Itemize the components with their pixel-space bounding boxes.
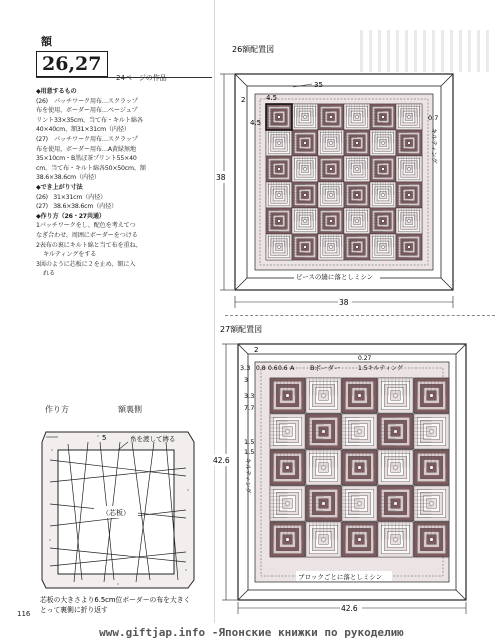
diagram-26 <box>210 40 503 310</box>
finished-size-27 <box>36 202 216 212</box>
patchwork-block <box>342 486 377 521</box>
patchwork-block <box>342 378 377 413</box>
caption-line-1: 芯板の大きさより6.5cm位ボーダーの布を大きく <box>40 596 191 604</box>
patchwork-block <box>270 378 305 413</box>
patchwork-block <box>266 104 292 130</box>
method-step: キルティングをする <box>43 251 97 259</box>
patchwork-block <box>370 104 396 130</box>
method-heading: ◆作り方（26・27共通） <box>36 212 105 220</box>
patchwork-block <box>370 182 396 208</box>
page-number: 116 <box>17 610 31 618</box>
patchwork-block <box>344 208 370 234</box>
patchwork-block <box>306 414 341 449</box>
dim-5: 5 <box>102 434 107 442</box>
dim-0-6-b: 0.6 <box>278 365 288 372</box>
dim-2: 2 <box>254 346 259 354</box>
patchwork-block <box>342 450 377 485</box>
patchwork-block <box>344 156 370 182</box>
patchwork-block <box>414 378 449 413</box>
method-step: 2表布の裏にキルト綿と当て布を重ね、 <box>36 241 142 249</box>
finished-size-26 <box>36 193 216 203</box>
diagram-27 <box>210 318 503 618</box>
patchwork-block <box>342 414 377 449</box>
materials-line: cm、当て布・キルト綿各50×50cm、額 <box>36 164 146 172</box>
dim-3-3: 3.3 <box>240 364 251 372</box>
model-number-box <box>36 51 108 77</box>
patchwork-block <box>292 104 318 130</box>
patchwork-block <box>414 450 449 485</box>
materials-item-27 <box>36 135 216 183</box>
dim-4-5-side: 4.5 <box>250 119 262 127</box>
dim-3: 3 <box>244 376 249 384</box>
patchwork-block <box>292 156 318 182</box>
section-divider <box>225 315 495 316</box>
board-label: （芯板） <box>102 509 130 517</box>
quilting-1-5-label: 1.5キルティング <box>358 365 403 372</box>
caption-line-2: とって裏側に折り返す <box>40 606 108 614</box>
dim-42-6-vertical: 42.6 <box>213 456 230 465</box>
finished-size-heading: ◆でき上がり寸法 <box>36 183 83 191</box>
materials-item-26 <box>36 97 216 135</box>
materials-item-no: (27) <box>36 135 48 143</box>
patchwork-block <box>318 104 344 130</box>
dim-1-5-b: 1.5 <box>244 448 255 456</box>
finished-size-text: 38.6×38.6cm（内径） <box>53 203 118 211</box>
patchwork-block <box>318 182 344 208</box>
patchwork-block <box>378 378 413 413</box>
materials-item-no: (26) <box>36 97 48 105</box>
diagram-27-title: 27額配置図 <box>220 325 263 334</box>
model-numbers: 26,27 <box>42 53 102 75</box>
dim-0-7: 0.7 <box>428 114 439 122</box>
method-step: れる <box>43 270 55 278</box>
dim-38-vertical: 38 <box>216 173 226 182</box>
patchwork-block <box>266 156 292 182</box>
title-label: 額 <box>41 35 52 48</box>
block-grid-26 <box>266 104 422 260</box>
materials-line: 40×40cm、額31×31cm（内径） <box>36 126 130 134</box>
patchwork-block <box>414 486 449 521</box>
patchwork-block <box>270 450 305 485</box>
patchwork-block <box>270 486 305 521</box>
patchwork-block <box>292 208 318 234</box>
dim-3-3-b: 3.3 <box>244 392 255 400</box>
site-footer: www.giftjap.info -Японские книжки по рукоделию <box>99 626 404 639</box>
patchwork-block <box>414 414 449 449</box>
patchwork-block <box>378 450 413 485</box>
patchwork-block <box>396 156 422 182</box>
dim-7-7: 7.7 <box>244 404 255 412</box>
dim-4-5-top: 4.5 <box>266 94 278 102</box>
patchwork-block <box>318 208 344 234</box>
method-step: 1パッチワークをし、配色を考えてつ <box>36 222 136 230</box>
patchwork-block <box>342 522 377 557</box>
method-step: 3図のように芯板に２を止め、額に入 <box>36 260 136 268</box>
patchwork-block <box>318 156 344 182</box>
dim-1-5: 1.5 <box>244 438 255 446</box>
patchwork-block <box>318 130 344 156</box>
block-note: ブロックごとに落としミシン <box>298 573 383 581</box>
materials-line: 布を使用、ボーダー用布…A黄緑無地 <box>36 145 136 153</box>
border-a-label: A <box>290 364 295 372</box>
patchwork-block <box>370 156 396 182</box>
method-step: なぎ合わせ、周囲にボーダーをつける <box>36 231 138 239</box>
materials-line: パッチワーク用布…スクラップ <box>54 97 138 105</box>
patchwork-block <box>306 450 341 485</box>
finished-size-no: (27) <box>36 203 48 211</box>
method-diagram-title: 作り方 <box>45 405 69 414</box>
patchwork-block <box>270 522 305 557</box>
patchwork-block <box>292 234 318 260</box>
patchwork-block <box>370 130 396 156</box>
materials-line: 35×10cm・B黒ぼ茶プリント55×40 <box>36 155 137 163</box>
patchwork-block <box>344 182 370 208</box>
patchwork-block <box>378 486 413 521</box>
dim-0-8: 0.8 <box>256 365 266 372</box>
border-b-label: Bボーダー <box>310 364 341 372</box>
dim-35: 35 <box>314 81 323 89</box>
patchwork-block <box>306 486 341 521</box>
patchwork-block <box>378 414 413 449</box>
dim-2: 2 <box>241 96 246 104</box>
dim-0-6-a: 0.6 <box>268 365 278 372</box>
finished-size-no: (26) <box>36 193 48 201</box>
materials-heading: ◆用意するもの <box>36 88 77 95</box>
patchwork-block <box>344 234 370 260</box>
quilting-label: キルティング <box>430 128 437 164</box>
patchwork-block <box>370 234 396 260</box>
patchwork-block <box>266 130 292 156</box>
patchwork-block <box>396 104 422 130</box>
seam-note: ピースの縫に落としミシン <box>296 273 374 281</box>
patchwork-block <box>378 522 413 557</box>
patchwork-block <box>396 208 422 234</box>
method-diagram-side-label: 額裏側 <box>118 405 142 414</box>
patchwork-block <box>292 182 318 208</box>
patchwork-block <box>292 130 318 156</box>
patchwork-block <box>396 130 422 156</box>
method-diagram <box>38 420 198 615</box>
patchwork-block <box>396 234 422 260</box>
patchwork-block <box>370 208 396 234</box>
materials-line: パッチワーク用布…スクラップ <box>54 135 138 143</box>
materials-line: リント33×35cm、当て布・キルト綿各 <box>36 116 143 124</box>
dim-0-27: 0.27 <box>358 355 372 362</box>
block-grid-27 <box>270 378 449 557</box>
patchwork-block <box>396 182 422 208</box>
patchwork-block <box>306 378 341 413</box>
finished-size-text: 31×31cm（内径） <box>53 193 107 201</box>
patchwork-block <box>266 234 292 260</box>
materials-line: 布を使用、ボーダー用布…ベージュプ <box>36 107 138 115</box>
dim-38-horizontal: 38 <box>339 298 349 307</box>
thread-label: 糸を渡して縛る <box>130 435 176 443</box>
patchwork-block <box>306 522 341 557</box>
left-column <box>0 0 215 640</box>
patchwork-block <box>414 522 449 557</box>
patchwork-block <box>344 104 370 130</box>
dim-42-6-horizontal: 42.6 <box>341 604 358 613</box>
materials-line: 38.6×38.6cm（内径） <box>36 174 100 182</box>
patchwork-block <box>266 208 292 234</box>
patchwork-block <box>266 182 292 208</box>
patchwork-block <box>344 130 370 156</box>
page-reference: 24ページの作品 <box>116 74 167 82</box>
side-quilting-label: キルティング <box>244 458 251 494</box>
patchwork-block <box>270 414 305 449</box>
diagram-26-title: 26額配置図 <box>232 45 275 54</box>
materials-section <box>36 87 216 279</box>
patchwork-block <box>318 234 344 260</box>
